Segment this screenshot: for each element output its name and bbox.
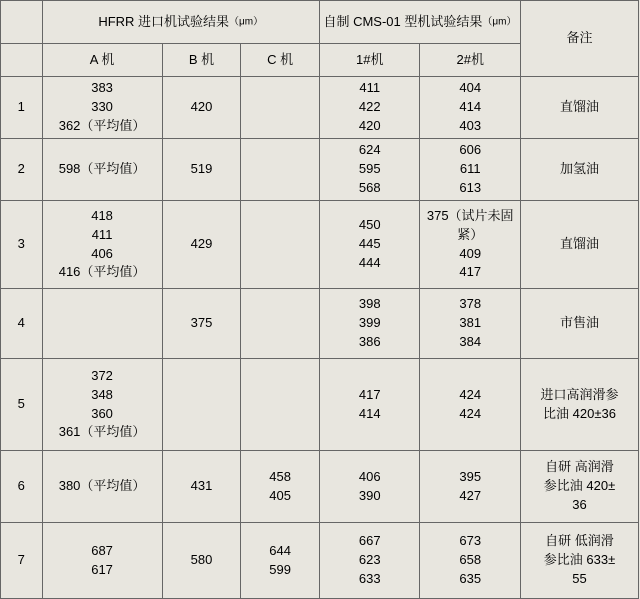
cell-b	[162, 451, 241, 523]
header-group-hfrr-unit: （μm）	[229, 15, 264, 27]
value: 404	[459, 80, 482, 96]
cell-remark	[520, 523, 638, 599]
cell-c	[241, 289, 320, 359]
value: 403	[459, 117, 482, 133]
cell-c	[241, 523, 320, 599]
table-row	[1, 201, 639, 289]
value: 519	[190, 161, 213, 177]
cell-m2	[420, 201, 521, 289]
header-col-1: 1#机	[319, 44, 420, 77]
value: 420	[190, 99, 213, 115]
cell-m1	[319, 139, 420, 201]
remark-line: 参比油 633±	[543, 552, 616, 568]
value: 687	[91, 542, 113, 558]
table-row	[1, 289, 639, 359]
header-group-cms-label: 自制 CMS-01 型机试验结果	[323, 13, 483, 29]
value: 398	[358, 296, 381, 312]
value: 395	[459, 468, 482, 484]
cell-a	[42, 451, 162, 523]
value: 424	[459, 386, 482, 402]
remark-line: 55	[572, 570, 587, 586]
value: 414	[358, 405, 381, 421]
value: 416（平均值）	[58, 264, 146, 280]
value: 411	[91, 226, 113, 242]
cell-a	[42, 289, 162, 359]
cell-a	[42, 77, 162, 139]
cell-b	[162, 139, 241, 201]
table-row	[1, 523, 639, 599]
cell-m2	[420, 523, 521, 599]
cell-remark	[520, 451, 638, 523]
value: 362（平均值）	[58, 117, 146, 133]
value: 635	[459, 570, 482, 586]
remark-line: 直馏油	[559, 99, 599, 115]
value: 445	[358, 236, 381, 252]
value: 606	[459, 142, 482, 158]
cell-b	[162, 289, 241, 359]
cell-m1	[319, 289, 420, 359]
remark-line: 自研 低润滑	[545, 533, 614, 549]
header-remark: 备注	[520, 1, 638, 77]
value: 611	[459, 161, 481, 177]
cell-c	[241, 77, 320, 139]
cell-c	[241, 359, 320, 451]
table-row	[1, 77, 639, 139]
value: 429	[190, 236, 213, 252]
value: 418	[91, 207, 113, 223]
cell-b	[162, 359, 241, 451]
value: 405	[269, 487, 291, 503]
value: 424	[459, 405, 482, 421]
value: 431	[190, 478, 213, 494]
value: 417	[358, 386, 381, 402]
value: 450	[358, 217, 381, 233]
value: 375	[190, 315, 213, 331]
value: 633	[358, 570, 381, 586]
header-col-a: A 机	[42, 44, 162, 77]
remark-line: 加氢油	[559, 161, 599, 177]
remark-line: 市售油	[559, 315, 599, 331]
cell-remark	[520, 289, 638, 359]
value: 409	[459, 245, 482, 261]
cell-remark	[520, 359, 638, 451]
value: 386	[358, 333, 381, 349]
cell-remark	[520, 139, 638, 201]
value: 390	[358, 487, 381, 503]
cell-c	[241, 201, 320, 289]
cell-b	[162, 523, 241, 599]
header-group-cms-unit: （μm）	[482, 15, 517, 27]
value: 617	[91, 561, 113, 577]
remark-line: 自研 高润滑	[545, 459, 614, 475]
cell-m1	[319, 451, 420, 523]
cell-c	[241, 451, 320, 523]
cell-a	[42, 201, 162, 289]
header-col-2: 2#机	[420, 44, 521, 77]
value: 644	[269, 542, 291, 558]
cell-m2	[420, 139, 521, 201]
value: 420	[358, 117, 381, 133]
remark-line: 36	[572, 496, 587, 512]
value: 406	[358, 468, 381, 484]
value: 384	[459, 333, 482, 349]
row-index: 5	[1, 359, 43, 451]
table-row	[1, 139, 639, 201]
cell-m1	[319, 77, 420, 139]
cell-m1	[319, 523, 420, 599]
remark-line: 直馏油	[559, 236, 599, 252]
value: 378	[459, 296, 482, 312]
value: 417	[459, 264, 482, 280]
header-group-cms	[319, 1, 520, 44]
remark-line: 比油 420±36	[543, 405, 616, 421]
value: 599	[269, 561, 291, 577]
cell-m2	[420, 289, 521, 359]
cell-remark	[520, 201, 638, 289]
row-index: 7	[1, 523, 43, 599]
value: 427	[459, 487, 482, 503]
cell-m2	[420, 451, 521, 523]
value: 375（试片未固紧）	[426, 207, 514, 242]
value: 422	[358, 99, 381, 115]
cell-a	[42, 523, 162, 599]
header-group-hfrr-label: HFRR 进口机试验结果	[98, 13, 230, 29]
value: 411	[359, 80, 381, 96]
row-index: 3	[1, 201, 43, 289]
cell-m1	[319, 359, 420, 451]
value: 360	[91, 405, 113, 421]
value: 444	[358, 254, 381, 270]
value: 580	[190, 552, 213, 568]
cell-a	[42, 139, 162, 201]
table-row	[1, 359, 639, 451]
value: 658	[459, 552, 482, 568]
remark-line: 参比油 420±	[543, 478, 616, 494]
row-index: 2	[1, 139, 43, 201]
value: 372	[91, 367, 113, 383]
cell-m2	[420, 77, 521, 139]
table-row	[1, 451, 639, 523]
row-index: 4	[1, 289, 43, 359]
value: 673	[459, 533, 482, 549]
value: 348	[91, 386, 113, 402]
value: 598（平均值）	[58, 161, 146, 177]
header-col-c: C 机	[241, 44, 320, 77]
value: 361（平均值）	[58, 424, 146, 440]
header-group-hfrr	[42, 1, 319, 44]
value: 330	[91, 99, 113, 115]
value: 414	[459, 99, 482, 115]
value: 399	[358, 315, 381, 331]
value: 624	[358, 142, 381, 158]
value: 381	[459, 315, 482, 331]
remark-line: 进口高润滑参	[540, 386, 619, 402]
value: 667	[358, 533, 381, 549]
table-header-group-row	[1, 1, 639, 44]
cell-b	[162, 77, 241, 139]
value: 458	[269, 468, 291, 484]
value: 383	[91, 80, 113, 96]
header-col-b: B 机	[162, 44, 241, 77]
cell-m1	[319, 201, 420, 289]
value: 623	[358, 552, 381, 568]
cell-c	[241, 139, 320, 201]
row-index: 6	[1, 451, 43, 523]
value: 595	[358, 161, 381, 177]
cell-a	[42, 359, 162, 451]
value: 406	[91, 245, 113, 261]
row-index: 1	[1, 77, 43, 139]
cell-b	[162, 201, 241, 289]
header-index-cell	[1, 44, 43, 77]
value: 568	[358, 179, 381, 195]
cell-remark	[520, 77, 638, 139]
cell-m2	[420, 359, 521, 451]
header-corner-cell	[1, 1, 43, 44]
value: 613	[459, 179, 482, 195]
value: 380（平均值）	[58, 478, 146, 494]
